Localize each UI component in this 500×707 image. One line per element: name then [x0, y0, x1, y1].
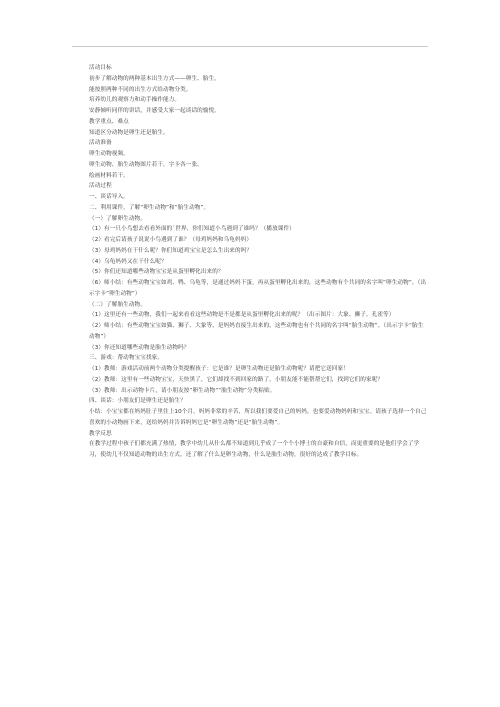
process-item: （1）教师：游戏活动前两个动物分类提醒孩子：它是谁？是卵生动物还是胎生动物呢？请把它送回家！	[89, 366, 349, 372]
subsection-heading: （一）了解卵生动物。	[89, 215, 146, 222]
process-item: （1）有一只小鸟想去看看外面的`世界，你们知道小鸟遇到了谁吗？（播放课件）	[89, 226, 295, 233]
goal-line: 培养幼儿的观察力和动手操作能力。	[89, 97, 181, 104]
process-item-summary: （2）师小结：有些动物宝宝如猫、狮子、大象等，是妈妈直接生出来的，这些动物也有个共同的名字叫“胎生动物”。（出示字卡“胎生动物”）	[89, 323, 424, 340]
goal-line: 初步了解动物的两种基本出生方式——卵生、胎生。	[89, 75, 220, 82]
process-step: 二、利用课件，了解“卵生动物”和“胎生动物”。	[89, 204, 210, 211]
process-item: （5）你们还知道哪些动物宝宝是从蛋里孵化出来的？	[89, 269, 224, 276]
reflection-paragraph: 在教学过程中孩子们都充满了热情，教学中幼儿从什么都不知道到几乎成了一个个小博士的自豪和自信，而更重要的是他们学会了学习，使幼儿不仅知道动物的出生方式，还了解了什么是卵生动物，什么是胎生动物，很好的达成了教学目标。	[89, 441, 420, 458]
header-rule	[72, 46, 428, 47]
subsection-heading: （二）了解胎生动物。	[89, 301, 146, 308]
section-heading-preparation: 活动准备	[89, 140, 112, 147]
process-item: （4）乌龟妈妈又在干什么呢？	[89, 258, 167, 265]
process-item: （2）看完后请孩子说说小鸟遇到了谁？（母鸡妈妈和乌龟妈妈）	[89, 237, 253, 243]
summary-paragraph: 小结：小宝宝都在妈妈肚子里住上10个月，妈妈非常的辛苦，所以我们要爱自己的妈妈，也要爱动物妈妈和宝宝。请孩子选择一个自己喜欢的小动物画下来，送给妈妈并告诉妈妈它是“卵生动物”还是“胎生动物”。	[89, 409, 427, 426]
preparation-line: 绘画材料若干。	[89, 172, 129, 179]
process-step: 一、谈话导入。	[89, 194, 129, 200]
process-item-summary: （6）师小结：有些动物宝宝如鸡、鸭、乌龟等，是通过妈妈下蛋，再从蛋里孵化出来的，这些动物有个共同的名字叫“卵生动物”。（出示字卡“卵生动物”）	[89, 280, 427, 297]
process-step: 三、游戏：帮动物宝宝找家。	[89, 355, 164, 362]
process-item: （3）你还知道哪些动物是胎生动物吗？	[89, 344, 190, 351]
process-step: 四、谈话：小朋友们是卵生还是胎生？	[89, 398, 186, 405]
goal-line: 安静倾听同伴的讲话，并感受大家一起谈话的愉悦。	[89, 108, 220, 114]
process-item: （1）这里还有一些动物，我们一起来看看这些动物是不是都是从蛋里孵化出来的呢？（出示图片：大象、狮子、孔雀等）	[89, 312, 395, 319]
goal-line: 能按照两种不同的出生方式给动物分类。	[89, 86, 192, 93]
section-heading-reflection: 教学反思	[89, 430, 112, 437]
process-item: （2）教师：这里有一些动物宝宝，天快黑了，它们却找不到回家的路了，小朋友能不能帮帮它们，找到它们的家呢？	[89, 376, 384, 383]
preparation-line: 卵生动物、胎生动物图片若干，字卡各一张。	[89, 161, 203, 168]
document-body	[89, 63, 429, 461]
section-heading-focus: 教学重点、难点	[89, 118, 129, 125]
preparation-line: 卵生动物视频。	[89, 151, 129, 157]
section-heading-process: 活动过程	[89, 183, 112, 190]
section-heading-goals: 活动目标	[89, 65, 112, 71]
process-item: （3）教师：出示动物卡片，请小朋友按“卵生动物”“胎生动物”分类粘贴。	[89, 387, 276, 394]
process-item: （3）母鸡妈妈在干什么呢？你们知道鸡宝宝是怎么生出来的吗？	[89, 247, 253, 254]
focus-line: 知道区分动物是卵生还是胎生。	[89, 129, 169, 136]
